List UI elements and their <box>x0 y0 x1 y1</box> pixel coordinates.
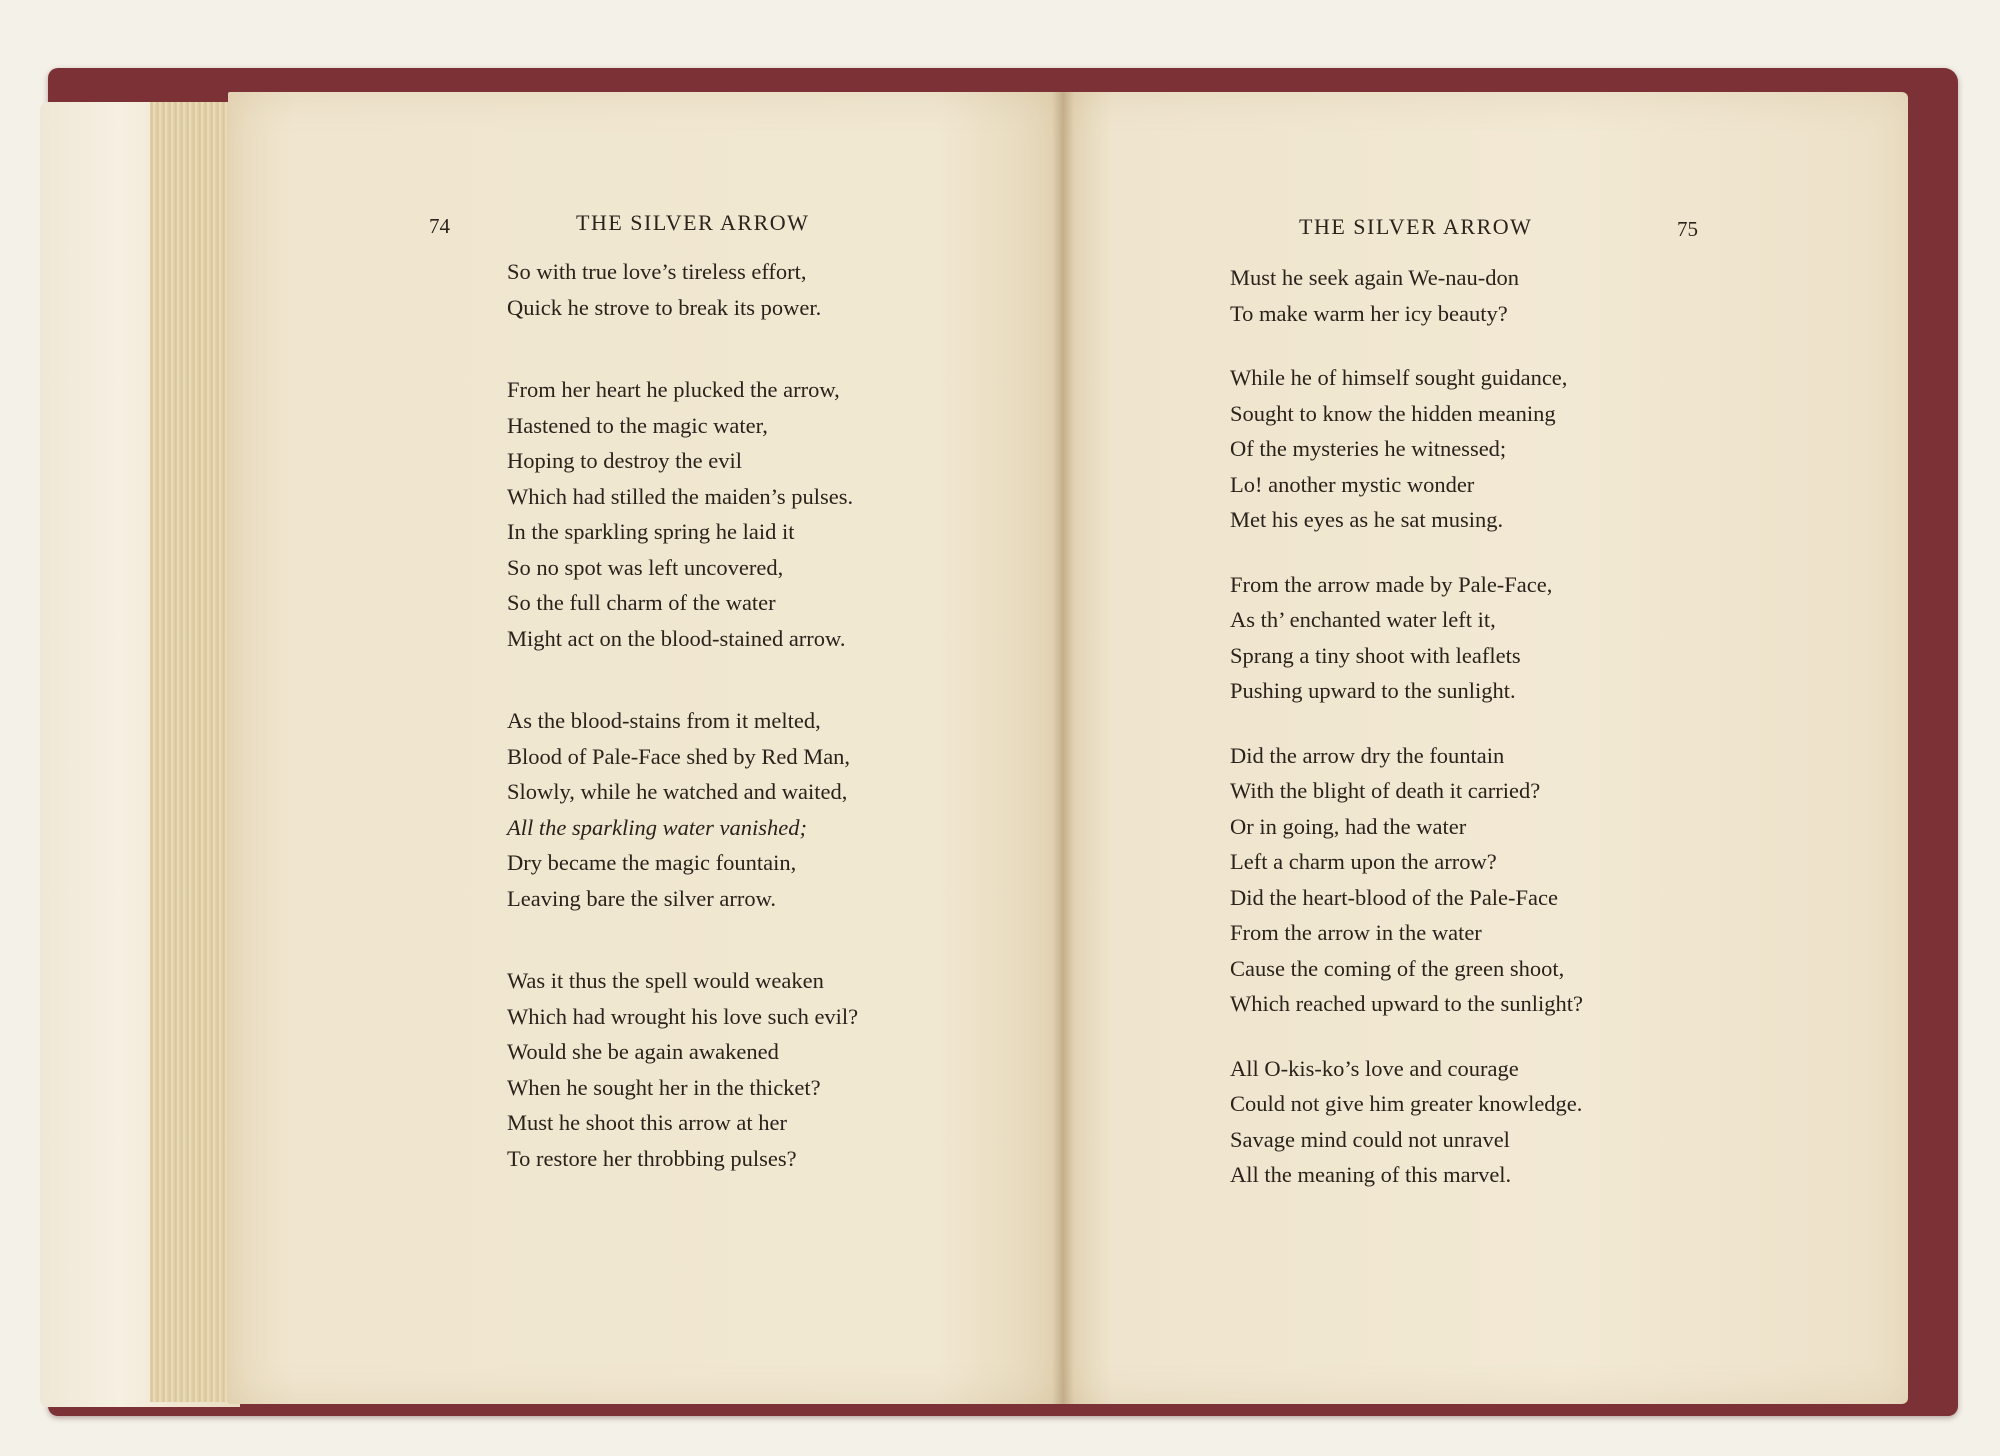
verse-line: Blood of Pale-Face shed by Red Man, <box>507 743 851 769</box>
verse-line: Quick he strove to break its power. <box>507 294 822 320</box>
left-running-header: THE SILVER ARROW <box>576 210 810 235</box>
verse-line: To make warm her icy beauty? <box>1230 300 1508 326</box>
verse-line: Must he seek again We-nau-don <box>1230 265 1519 290</box>
verse-line: Did the heart-blood of the Pale-Face <box>1230 884 1559 910</box>
verse-line: While he of himself sought guidance, <box>1230 365 1568 390</box>
verse-line: As the blood-stains from it melted, <box>507 708 821 733</box>
verse-line: From the arrow made by Pale-Face, <box>1230 571 1553 597</box>
verse-line: Could not give him greater knowledge. <box>1230 1091 1583 1116</box>
verse-line: To restore her throbbing pulses? <box>507 1145 797 1171</box>
verse-line: All O-kis-ko’s love and courage <box>1230 1055 1519 1081</box>
verse-line: In the sparkling spring he laid it <box>507 519 795 544</box>
verse-line: From the arrow in the water <box>1230 920 1482 945</box>
left-verse <box>507 254 858 1176</box>
verse-line: Pushing upward to the sunlight. <box>1230 678 1516 703</box>
verse-line: All the meaning of this marvel. <box>1230 1162 1512 1187</box>
verse-line: Lo! another mystic wonder <box>1230 471 1475 497</box>
verse-line: Would she be again awakened <box>507 1039 779 1064</box>
verse-line: Hastened to the magic water, <box>507 412 768 438</box>
verse-line: Of the mysteries he witnessed; <box>1230 436 1507 461</box>
verse-line: So no spot was left uncovered, <box>507 554 784 580</box>
verse-line: From her heart he plucked the arrow, <box>507 377 840 402</box>
verse-line: Sought to know the hidden meaning <box>1230 400 1556 426</box>
right-running-header: THE SILVER ARROW <box>1299 214 1533 239</box>
verse-line: Cause the coming of the green shoot, <box>1230 955 1565 981</box>
verse-line: Did the arrow dry the fountain <box>1230 742 1505 768</box>
verse-line: Must he shoot this arrow at her <box>507 1110 787 1135</box>
right-verse <box>1230 260 1583 1193</box>
right-page <box>1062 92 1908 1404</box>
verse-line: With the blight of death it carried? <box>1230 778 1541 803</box>
right-page-number: 75 <box>1677 217 1698 241</box>
verse-line: When he sought her in the thicket? <box>507 1074 821 1100</box>
verse-line: Which had wrought his love such evil? <box>507 1003 859 1029</box>
verse-line: Savage mind could not unravel <box>1230 1126 1510 1152</box>
verse-line: Leaving bare the silver arrow. <box>507 885 777 911</box>
verse-line-italic: All the sparkling water vanished; <box>507 814 807 840</box>
page-edges <box>150 102 238 1402</box>
verse-line: Was it thus the spell would weaken <box>507 968 824 993</box>
left-page-number: 74 <box>429 214 450 238</box>
verse-line: Or in going, had the water <box>1230 813 1467 839</box>
verse-line: Dry became the magic fountain, <box>507 850 797 875</box>
verse-line: Which had stilled the maiden’s pulses. <box>507 483 854 509</box>
book-gutter <box>1052 92 1074 1404</box>
left-page <box>228 92 1062 1404</box>
verse-line: Sprang a tiny shoot with leaflets <box>1230 642 1521 668</box>
verse-line: Which reached upward to the sunlight? <box>1230 991 1584 1016</box>
verse-line: Left a charm upon the arrow? <box>1230 849 1497 874</box>
verse-line: So the full charm of the water <box>507 590 776 615</box>
verse-line: As th’ enchanted water left it, <box>1230 607 1496 632</box>
verse-line: Hoping to destroy the evil <box>507 448 742 473</box>
verse-line: Might act on the blood-stained arrow. <box>507 625 846 651</box>
verse-line: Slowly, while he watched and waited, <box>507 779 848 804</box>
verse-line: Met his eyes as he sat musing. <box>1230 507 1504 532</box>
verse-line: So with true love’s tireless effort, <box>507 259 807 284</box>
